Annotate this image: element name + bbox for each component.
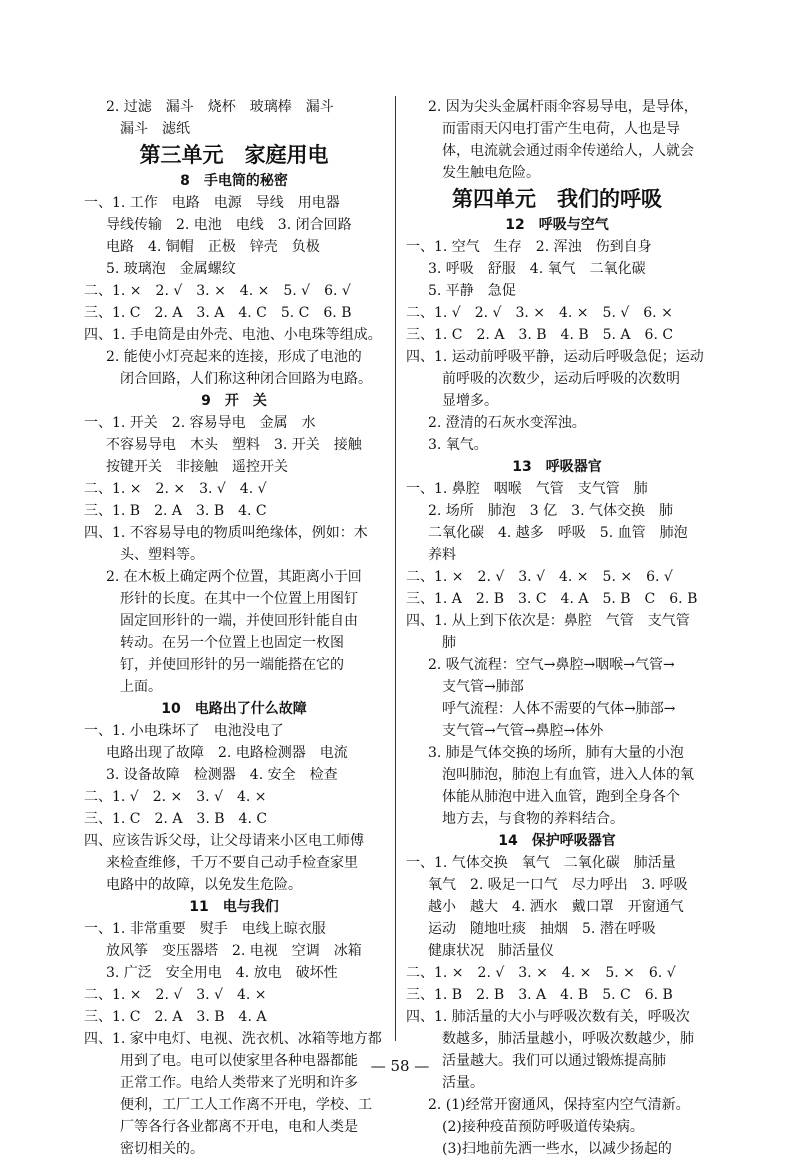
answer-line: 3. 设备故障 检测器 4. 安全 检查	[106, 767, 338, 783]
answer-line: 泡叫肺泡，肺泡上有血管，进入人体的氧	[442, 767, 694, 783]
answer-line: 一、1. 工作 电路 电源 导线 用电器	[84, 195, 340, 211]
answer-line: 导线传输 2. 电池 电线 3. 闭合回路	[106, 217, 352, 233]
answer-line: 电路出现了故障 2. 电路检测器 电流	[106, 745, 348, 761]
answer-line: 健康状况 肺活量仪	[428, 943, 554, 959]
lesson-title: 9 开 关	[201, 393, 267, 409]
answer-line: 钉，并使回形针的另一端能搭在它的	[120, 657, 344, 673]
answer-line: 四、1. 家中电灯、电视、洗衣机、冰箱等地方都	[84, 1031, 382, 1047]
answer-line: 四、1. 不容易导电的物质叫绝缘体，例如：木	[84, 525, 368, 541]
answer-line: 放风筝 变压器塔 2. 电视 空调 冰箱	[106, 943, 362, 959]
answer-line: 二、1. × 2. √ 3. × 4. × 5. × 6. √	[406, 965, 676, 981]
answer-line: 二、1. × 2. √ 3. × 4. × 5. √ 6. √	[84, 283, 351, 299]
answer-line: 三、1. C 2. A 3. A 4. C 5. C 6. B	[84, 305, 352, 321]
answer-line: 3. 广泛 安全用电 4. 放电 破坏性	[106, 965, 338, 981]
answer-line: 2. 吸气流程：空气→鼻腔→咽喉→气管→	[428, 657, 675, 673]
unit-title: 第三单元 家庭用电	[139, 143, 329, 167]
answer-line: 厂等各行各业都离不开电，电和人类是	[120, 1119, 358, 1135]
answer-line: 三、1. B 2. B 3. A 4. B 5. C 6. B	[406, 987, 673, 1003]
answer-line: 不容易导电 木头 塑料 3. 开关 接触	[106, 437, 362, 453]
answer-line: 活量越大。我们可以通过锻炼提高肺	[442, 1053, 666, 1069]
answer-line: 支气管→肺部	[442, 679, 524, 695]
answer-line: 二、1. × 2. × 3. √ 4. √	[84, 481, 267, 497]
answer-line: 形针的长度。在其中一个位置上用图钉	[120, 591, 358, 607]
answer-line: 四、1. 从上到下依次是：鼻腔 气管 支气管	[406, 613, 690, 629]
left-column	[84, 96, 384, 1160]
answer-line: 固定回形针的一端，并使回形针能自由	[120, 613, 358, 629]
answer-line: 一、1. 气体交换 氧气 二氧化碳 肺活量	[406, 855, 676, 871]
answer-line: 2. 过滤 漏斗 烧杯 玻璃棒 漏斗	[106, 99, 334, 115]
answer-line: 四、应该告诉父母，让父母请来小区电工师傅	[84, 833, 364, 849]
answer-line: 氧气 2. 吸足一口气 尽力呼出 3. 呼吸	[428, 877, 688, 893]
answer-line: 呼气流程：人体不需要的气体→肺部→	[442, 701, 676, 717]
answer-line: 三、1. A 2. B 3. C 4. A 5. B C 6. B	[406, 591, 698, 607]
answer-line: 电路 4. 铜帽 正极 锌壳 负极	[106, 239, 320, 255]
answer-line: 5. 玻璃泡 金属螺纹	[106, 261, 236, 277]
answer-line: 闭合回路，人们称这种闭合回路为电路。	[120, 371, 372, 387]
answer-line: 2. 澄清的石灰水变浑浊。	[428, 415, 586, 431]
unit-title: 第四单元 我们的呼吸	[452, 187, 662, 211]
answer-line: 肺	[442, 635, 456, 651]
answer-line: 漏斗 滤纸	[120, 121, 190, 137]
answer-line: 正常工作。电给人类带来了光明和许多	[120, 1075, 358, 1091]
answer-line: 地方去，与食物的养料结合。	[442, 811, 624, 827]
answer-line: 2. 能使小灯亮起来的连接，形成了电池的	[106, 349, 362, 365]
answer-line: 一、1. 非常重要 熨手 电线上晾衣服	[84, 921, 326, 937]
answer-line: 三、1. C 2. A 3. B 4. B 5. A 6. C	[406, 327, 674, 343]
page-number: — 58 —	[370, 1057, 430, 1075]
answer-line: 便利，工厂工人工作离不开电，学校、工	[120, 1097, 372, 1113]
answer-line: 5. 平静 急促	[428, 283, 516, 299]
answer-line: 运动 随地吐痰 抽烟 5. 潜在呼吸	[428, 921, 656, 937]
answer-line: 电路中的故障，以免发生危险。	[106, 877, 302, 893]
answer-line: 支气管→气管→鼻腔→体外	[442, 723, 604, 739]
answer-line: 来检查维修，千万不要自己动手检查家里	[106, 855, 358, 871]
answer-line: 四、1. 手电筒是由外壳、电池、小电珠等组成。	[84, 327, 382, 343]
lesson-title: 8 手电筒的秘密	[180, 173, 288, 189]
answer-line: 活量。	[442, 1075, 484, 1091]
answer-line: 3. 氧气。	[428, 437, 488, 453]
answer-line: 二、1. × 2. √ 3. √ 4. ×	[84, 987, 267, 1003]
answer-line: 三、1. C 2. A 3. B 4. A	[84, 1009, 267, 1025]
answer-line: 显增多。	[442, 393, 498, 409]
answer-line: 三、1. B 2. A 3. B 4. C	[84, 503, 267, 519]
answer-line: 二氧化碳 4. 越多 呼吸 5. 血管 肺泡	[428, 525, 688, 541]
right-column	[406, 96, 708, 1160]
answer-line: 四、1. 运动前呼吸平静，运动后呼吸急促；运动	[406, 349, 704, 365]
answer-line: (3)扫地前先洒一些水，以减少扬起的	[442, 1141, 672, 1157]
answer-line: 2. 因为尖头金属杆雨伞容易导电，是导体，	[428, 99, 698, 115]
answer-line: 上面。	[120, 679, 162, 695]
answer-line: 四、1. 肺活量的大小与呼吸次数有关，呼吸次	[406, 1009, 690, 1025]
answer-line: 越小 越大 4. 洒水 戴口罩 开窗通气	[428, 899, 684, 915]
answer-line: 数越多，肺活量越小，呼吸次数越少，肺	[442, 1031, 694, 1047]
answer-line: 一、1. 开关 2. 容易导电 金属 水	[84, 415, 316, 431]
answer-line: 头、塑料等。	[120, 547, 204, 563]
answer-line: 体，电流就会通过雨伞传递给人，人就会	[442, 143, 694, 159]
answer-line: 三、1. C 2. A 3. B 4. C	[84, 811, 268, 827]
answer-line: 3. 肺是气体交换的场所，肺有大量的小泡	[428, 745, 684, 761]
lesson-title: 14 保护呼吸器官	[498, 833, 616, 849]
answer-line: (2)接种疫苗预防呼吸道传染病。	[442, 1119, 644, 1135]
answer-line: 发生触电危险。	[442, 165, 540, 181]
answer-line: 养料	[428, 547, 456, 563]
answer-line: 转动。在另一个位置上也固定一枚图	[120, 635, 344, 651]
lesson-title: 13 呼吸器官	[512, 459, 602, 475]
answer-line: 按键开关 非接触 遥控开关	[106, 459, 288, 475]
lesson-title: 11 电与我们	[189, 899, 279, 915]
answer-line: 密切相关的。	[120, 1141, 204, 1157]
answer-line: 2. (1)经常开窗通风，保持室内空气清新。	[428, 1097, 690, 1113]
lesson-title: 12 呼吸与空气	[505, 217, 609, 233]
answer-line: 一、1. 鼻腔 咽喉 气管 支气管 肺	[406, 481, 648, 497]
answer-line: 二、1. × 2. √ 3. √ 4. × 5. × 6. √	[406, 569, 673, 585]
answer-line: 前呼吸的次数少，运动后呼吸的次数明	[442, 371, 680, 387]
answer-line: 用到了电。电可以使家里各种电器都能	[120, 1053, 358, 1069]
answer-line: 一、1. 小电珠坏了 电池没电了	[84, 723, 284, 739]
answer-line: 2. 在木板上确定两个位置，其距离小于回	[106, 569, 362, 585]
answer-line: 2. 场所 肺泡 3 亿 3. 气体交换 肺	[428, 503, 673, 519]
answer-line: 二、1. √ 2. × 3. √ 4. ×	[84, 789, 267, 805]
answer-line: 体能从肺泡中进入血管，跑到全身各个	[442, 789, 680, 805]
lesson-title: 10 电路出了什么故障	[161, 701, 307, 717]
column-divider	[395, 96, 396, 1041]
answer-line: 3. 呼吸 舒服 4. 氧气 二氧化碳	[428, 261, 646, 277]
answer-line: 一、1. 空气 生存 2. 浑浊 伤到自身	[406, 239, 652, 255]
answer-line: 二、1. √ 2. √ 3. × 4. × 5. √ 6. ×	[406, 305, 673, 321]
answer-line: 而雷雨天闪电打雷产生电荷，人也是导	[442, 121, 680, 137]
